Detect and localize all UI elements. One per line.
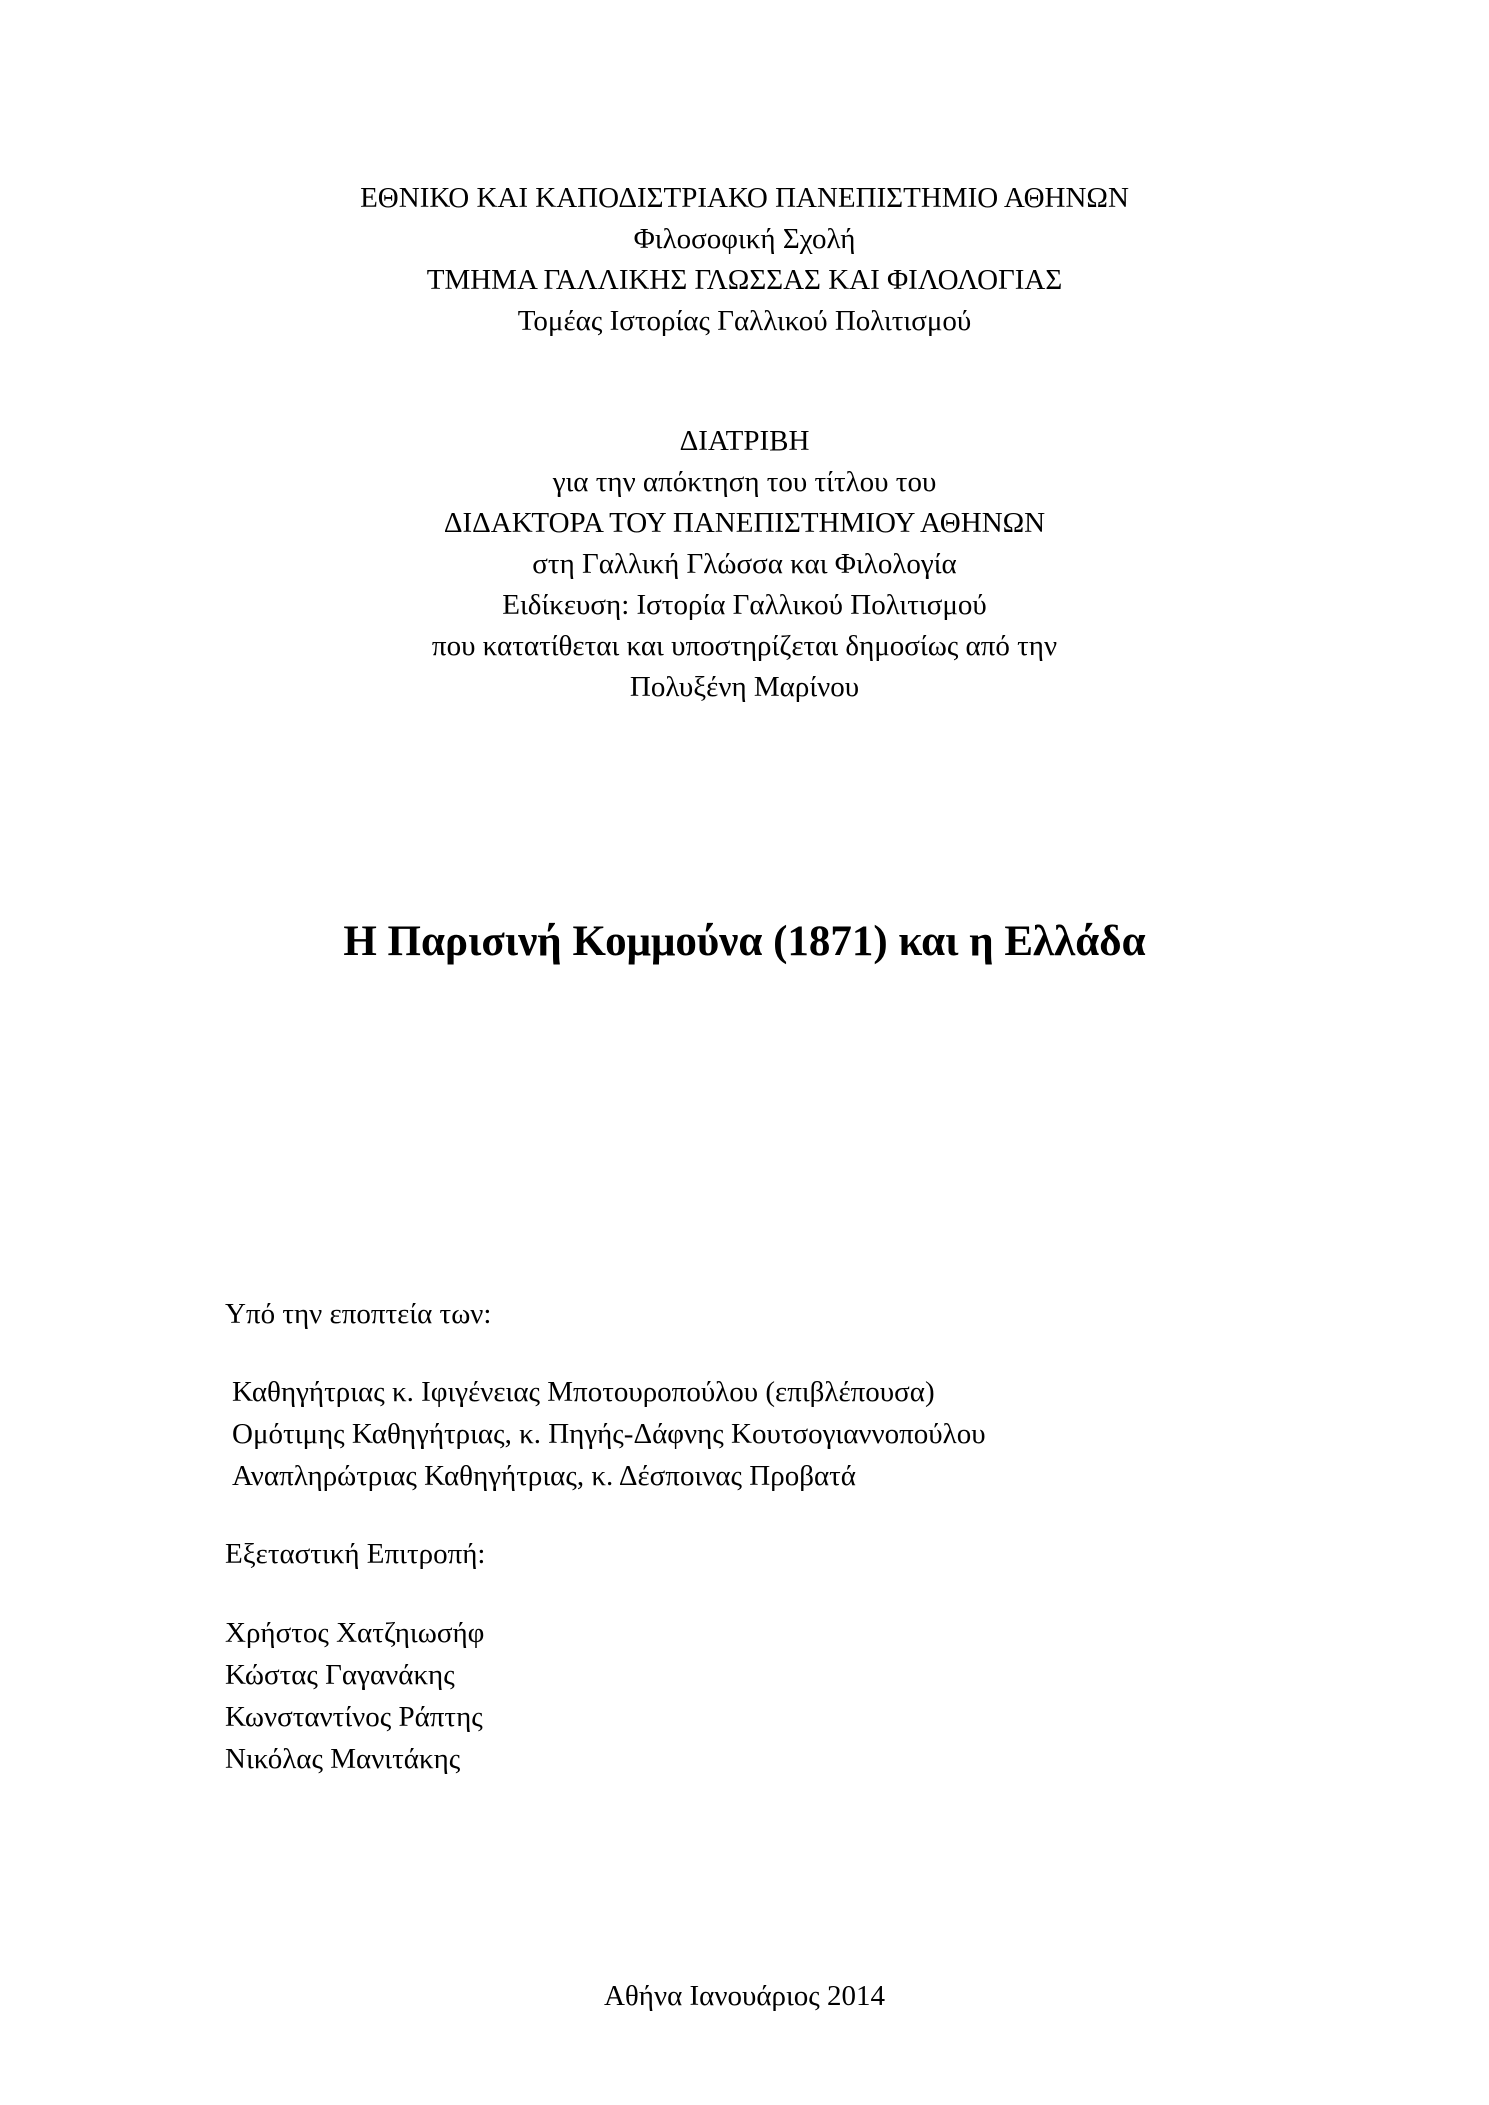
thesis-field: στη Γαλλική Γλώσσα και Φιλολογία: [532, 548, 957, 580]
committee-heading: Εξεταστική Επιτροπή:: [225, 1538, 486, 1570]
thesis-degree: ΔΙΔΑΚΤΟΡΑ ΤΟΥ ΠΑΝΕΠΙΣΤΗΜΙΟΥ ΑΘΗΝΩΝ: [443, 507, 1046, 539]
thesis-specialization: Ειδίκευση: Ιστορία Γαλλικού Πολιτισμού: [502, 589, 987, 621]
committee-list: [225, 1612, 484, 1780]
supervisor-item: Καθηγήτριας κ. Ιφιγένειας Μποτουροπούλου (επιβλέπουσα): [232, 1376, 935, 1408]
university-name: ΕΘΝΙΚΟ ΚΑΙ ΚΑΠΟΔΙΣΤΡΙΑΚΟ ΠΑΝΕΠΙΣΤΗΜΙΟ ΑΘΗΝΩΝ: [360, 182, 1129, 214]
place-date: Αθήνα Ιανουάριος 2014: [603, 1980, 886, 2012]
institution-block: [0, 178, 1489, 342]
sector-name: Τομέας Ιστορίας Γαλλικού Πολιτισμού: [517, 305, 972, 337]
supervisor-item: Αναπληρώτριας Καθηγήτριας, κ. Δέσποινας Προβατά: [232, 1460, 856, 1492]
thesis-title: Η Παρισινή Κομμούνα (1871) και η Ελλάδα: [343, 918, 1146, 965]
committee-member: Νικόλας Μανιτάκης: [225, 1743, 461, 1775]
committee-member: Χρήστος Χατζηιωσήφ: [225, 1617, 485, 1649]
thesis-author: Πολυξένη Μαρίνου: [629, 671, 860, 703]
supervision-heading: Υπό την εποπτεία των:: [225, 1298, 492, 1330]
department-name: ΤΜΗΜΑ ΓΑΛΛΙΚΗΣ ΓΛΩΣΣΑΣ ΚΑΙ ΦΙΛΟΛΟΓΙΑΣ: [426, 264, 1063, 296]
school-name: Φιλοσοφική Σχολή: [633, 223, 856, 255]
thesis-type: ΔΙΑΤΡΙΒΗ: [679, 425, 810, 457]
committee-member: Κωνσταντίνος Ράπτης: [225, 1701, 483, 1733]
supervisor-item: Ομότιμης Καθηγήτριας, κ. Πηγής-Δάφνης Κουτσογιαννοπούλου: [232, 1418, 986, 1450]
supervisors-list: [232, 1371, 986, 1497]
thesis-purpose: για την απόκτηση του τίτλου του: [552, 466, 937, 498]
committee-member: Κώστας Γαγανάκης: [225, 1659, 455, 1691]
thesis-block: [0, 421, 1489, 708]
thesis-submission: που κατατίθεται και υποστηρίζεται δημοσίως από την: [431, 630, 1058, 662]
